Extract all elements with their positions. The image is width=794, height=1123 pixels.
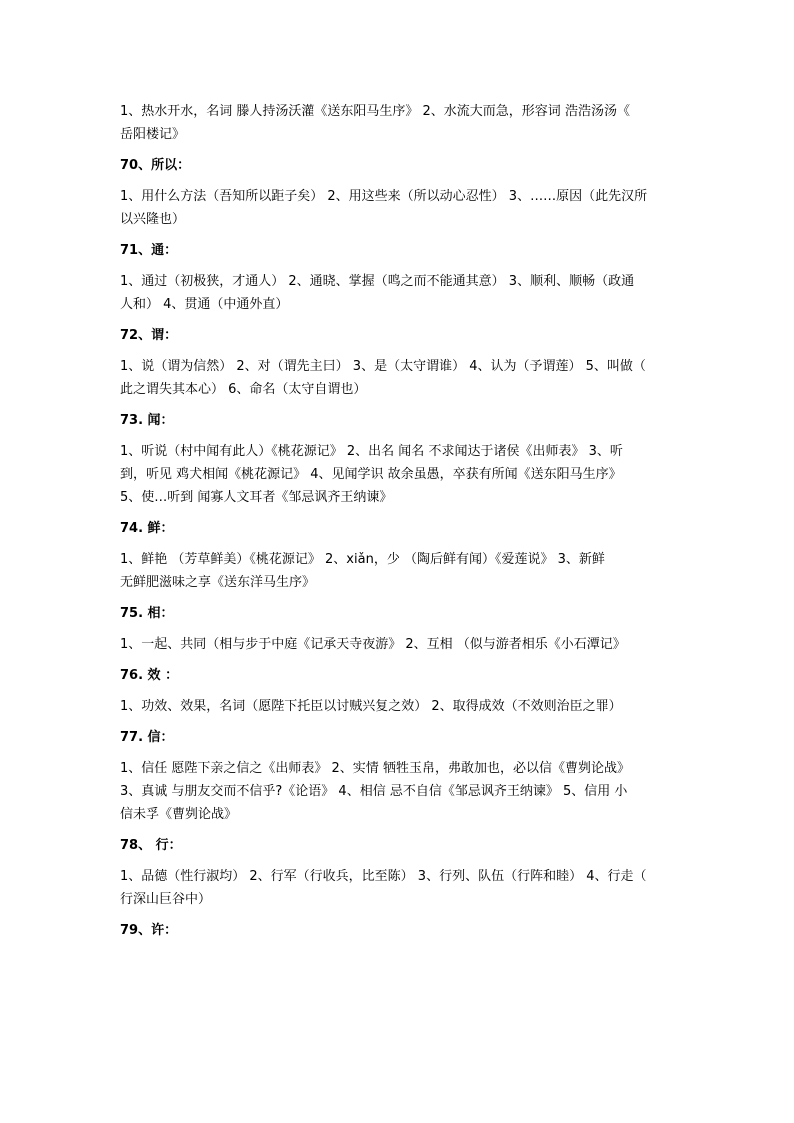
line-gap [120, 347, 676, 355]
text-line: 1、用什么方法（吾知所以距子矣） 2、用这些来（所以动心忍性） 3、……原因（此先汉所 [120, 189, 648, 204]
entry-heading: 70、所以： [120, 158, 191, 173]
text-line: 以兴隆也） [120, 212, 186, 227]
text-line: 1、功效、效果，名词（愿陛下托臣以讨贼兴复之效） 2、取得成效（不效则治臣之罪） [120, 699, 622, 714]
line-gap [120, 594, 676, 602]
line-gap [120, 146, 676, 154]
text-line: 信未孚《曹刿论战》 [120, 807, 238, 822]
entry-heading: 77. 信： [120, 730, 174, 745]
line-gap [120, 625, 676, 633]
text-line: 1、通过（初极狭，才通人） 2、通晓、掌握（鸣之而不能通其意） 3、顺利、顺畅（政通 [120, 274, 635, 289]
entry-heading: 74. 鲜： [120, 521, 174, 536]
text-line: 行深山巨谷中） [120, 892, 212, 907]
line-gap [120, 656, 676, 664]
line-gap [120, 262, 676, 270]
line-gap [120, 177, 676, 185]
entry-heading: 73. 闻： [120, 413, 174, 428]
text-line: 人和） 4、贯通（中通外直） [120, 297, 289, 312]
line-gap [120, 316, 676, 324]
entry-heading: 79、许： [120, 923, 178, 938]
line-gap [120, 749, 676, 757]
text-line: 此之谓失其本心） 6、命名（太守自谓也） [120, 382, 367, 397]
entry-heading: 76. 效 ： [120, 668, 179, 683]
text-line: 1、一起、共同（相与步于中庭《记承天寺夜游》 2、互相 （似与游者相乐《小石潭记》 [120, 637, 626, 652]
line-gap [120, 401, 676, 409]
text-line: 到，听见 鸡犬相闻《桃花源记》 4、见闻学识 故余虽愚，卒获有所闻《送东阳马生序》 [120, 467, 622, 482]
line-gap [120, 911, 676, 919]
entry-heading: 78、 行： [120, 838, 182, 853]
text-line: 无鲜肥滋味之享《送东洋马生序》 [120, 575, 316, 590]
line-gap [120, 687, 676, 695]
text-line: 5、使…听到 闻寡人文耳者《邹忌讽齐王纳谏》 [120, 490, 393, 505]
text-line: 1、听说（村中闻有此人）《桃花源记》 2、出名 闻名 不求闻达于诸侯《出师表》 3、听 [120, 444, 623, 459]
line-gap [120, 540, 676, 548]
line-gap [120, 826, 676, 834]
entry-heading: 75. 相： [120, 606, 174, 621]
line-gap [120, 718, 676, 726]
text-line: 3、真诚 与朋友交而不信乎?《论语》 4、相信 忌不自信《邹忌讽齐王纳谏》 5、信用 小 [120, 784, 628, 799]
text-line: 1、鲜艳 （芳草鲜美）《桃花源记》 2、xiǎn，少 （陶后鲜有闻）《爱莲说》 3、新鲜 [120, 552, 605, 567]
line-gap [120, 509, 676, 517]
text-line: 1、说（谓为信然） 2、对（谓先主曰） 3、是（太守谓谁） 4、认为（予谓莲） 5、叫做（ [120, 359, 646, 374]
entry-heading: 71、通： [120, 243, 178, 258]
line-gap [120, 857, 676, 865]
text-line: 1、品德（性行淑均） 2、行军（行收兵，比至陈） 3、行列、队伍（行阵和睦） 4、行走（ [120, 869, 647, 884]
text-line: 1、热水开水，名词 滕人持汤沃灌《送东阳马生序》 2、水流大而急，形容词 浩浩汤汤《 [120, 104, 630, 119]
text-line: 1、信任 愿陛下亲之信之《出师表》 2、实情 牺牲玉帛，弗敢加也，必以信《曹刿论战》 [120, 761, 630, 776]
line-gap [120, 432, 676, 440]
entry-heading: 72、谓： [120, 328, 178, 343]
document-page [120, 100, 676, 942]
text-line: 岳阳楼记》 [120, 127, 186, 142]
line-gap [120, 231, 676, 239]
